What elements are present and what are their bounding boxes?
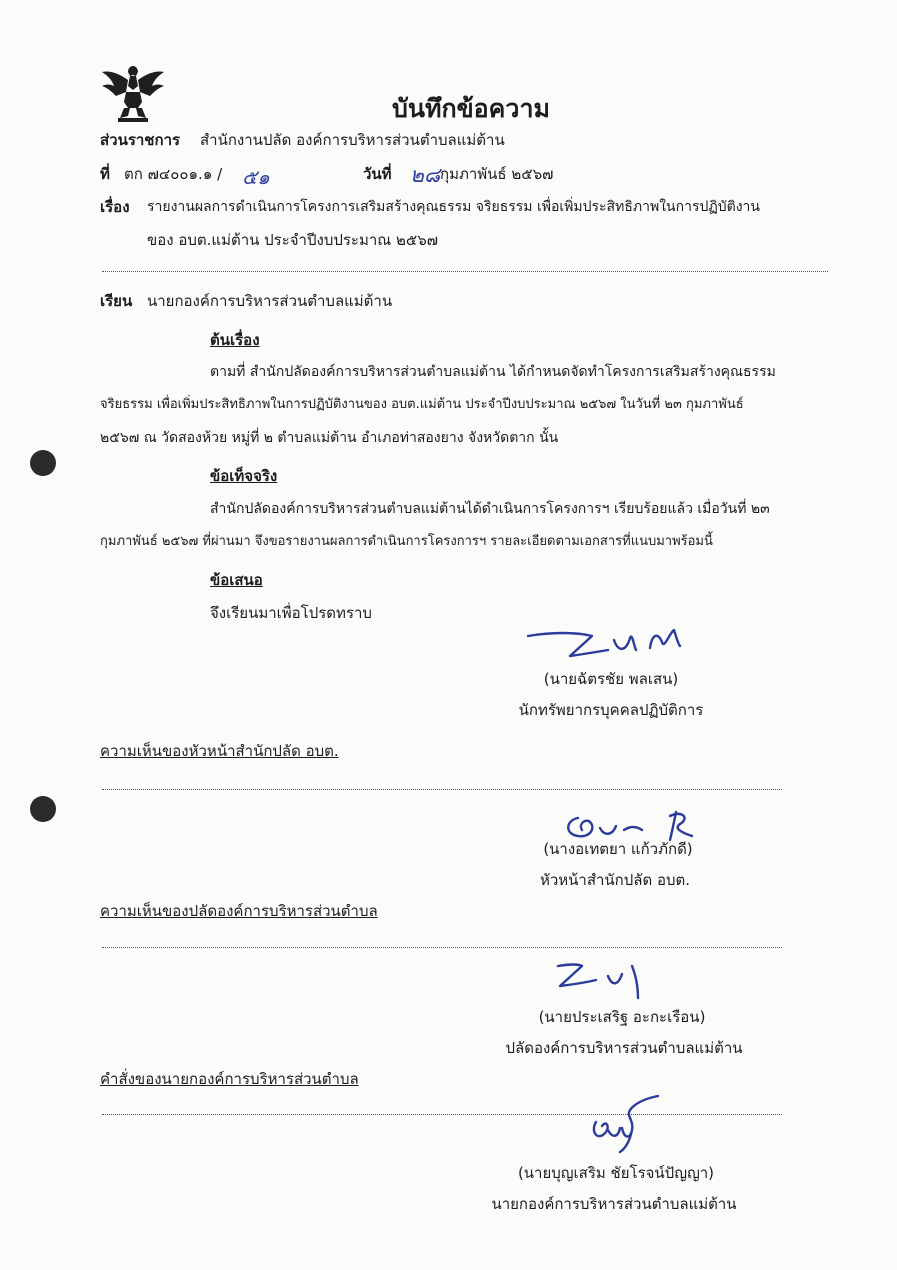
agency-label: ส่วนราชการ [100, 131, 181, 149]
ref-label: ที่ [100, 165, 110, 183]
mayor-order-label: คำสั่งของนายกองค์การบริหารส่วนตำบล [100, 1070, 359, 1088]
opinion-head-of-office-line[interactable] [102, 789, 782, 790]
opinion-deputy-line[interactable] [102, 947, 782, 948]
subject-line-1: รายงานผลการดำเนินการโครงการเสริมสร้างคุณธรรม จริยธรรม เพื่อเพิ่มประสิทธิภาพในการปฏิบัติงาน [147, 199, 760, 215]
signer-2-name: (นางอเทตยา แก้วภักดี) [543, 840, 693, 858]
subject-label: เรื่อง [100, 198, 130, 216]
signature-4 [586, 1092, 666, 1156]
salutation-value: นายกองค์การบริหารส่วนตำบลแม่ต้าน [147, 292, 393, 310]
signer-1-name: (นายฉัตรชัย พลเสน) [543, 670, 679, 688]
punch-hole-top [30, 450, 56, 476]
proposal-line: จึงเรียนมาเพื่อโปรดทราบ [210, 604, 372, 622]
proposal-heading: ข้อเสนอ [210, 571, 263, 589]
opinion-deputy-label: ความเห็นของปลัดองค์การบริหารส่วนตำบล [100, 902, 378, 920]
origin-heading: ต้นเรื่อง [210, 331, 260, 349]
signer-1-position: นักทรัพยากรบุคคลปฏิบัติการ [518, 701, 704, 719]
signature-3 [552, 956, 652, 1002]
subject-line-2: ของ อบต.แม่ต้าน ประจำปีงบประมาณ ๒๕๖๗ [147, 231, 439, 249]
facts-line-1: สำนักปลัดองค์การบริหารส่วนตำบลแม่ต้านได้ดำเนินการโครงการฯ เรียบร้อยแล้ว เมื่อวันที่ ๒๓ [210, 501, 770, 517]
garuda-emblem-icon [100, 62, 166, 124]
origin-line-1: ตามที่ สำนักปลัดองค์การบริหารส่วนตำบลแม่ต้าน ได้กำหนดจัดทำโครงการเสริมสร้างคุณธรรม [210, 364, 776, 380]
date-value: กุมภาพันธ์ ๒๕๖๗ [440, 165, 554, 183]
salutation-label: เรียน [100, 292, 133, 310]
header-divider [102, 271, 828, 272]
signer-4-position: นายกองค์การบริหารส่วนตำบลแม่ต้าน [491, 1195, 737, 1213]
date-label: วันที่ [363, 165, 392, 183]
origin-line-2: จริยธรรม เพื่อเพิ่มประสิทธิภาพในการปฏิบัติงานของ อบต.แม่ต้าน ประจำปีงบประมาณ ๒๕๖๗ ในวันที่ ๒๓ กุมภาพันธ์ [100, 397, 744, 412]
punch-hole-bottom [30, 796, 56, 822]
origin-line-3: ๒๕๖๗ ณ วัดสองห้วย หมู่ที่ ๒ ตำบลแม่ต้าน อำเภอท่าสองยาง จังหวัดตาก นั้น [100, 430, 559, 446]
opinion-head-of-office-label: ความเห็นของหัวหน้าสำนักปลัด อบต. [100, 742, 339, 760]
ref-handwritten: ๕๑ [242, 165, 270, 189]
signer-3-name: (นายประเสริฐ อะกะเรือน) [538, 1008, 706, 1026]
signer-4-name: (นายบุญเสริม ชัยโรจน์ปัญญา) [517, 1164, 715, 1182]
signer-2-position: หัวหน้าสำนักปลัด อบต. [539, 871, 691, 889]
facts-line-2: กุมภาพันธ์ ๒๕๖๗ ที่ผ่านมา จึงขอรายงานผลการดำเนินการโครงการฯ รายละเอียดตามเอกสารที่แนบมาพร้อมนี้ [100, 534, 713, 549]
signature-1 [522, 622, 692, 664]
agency-value: สำนักงานปลัด องค์การบริหารส่วนตำบลแม่ต้าน [200, 131, 505, 149]
mayor-order-line[interactable] [102, 1114, 782, 1115]
date-handwritten: ๒๘ [410, 163, 441, 187]
facts-heading: ข้อเท็จจริง [210, 467, 278, 485]
ref-value: ตก ๗๔๐๐๑.๑ / [124, 165, 223, 183]
signer-3-position: ปลัดองค์การบริหารส่วนตำบลแม่ต้าน [505, 1039, 743, 1057]
document-title: บันทึกข้อความ [392, 94, 550, 123]
